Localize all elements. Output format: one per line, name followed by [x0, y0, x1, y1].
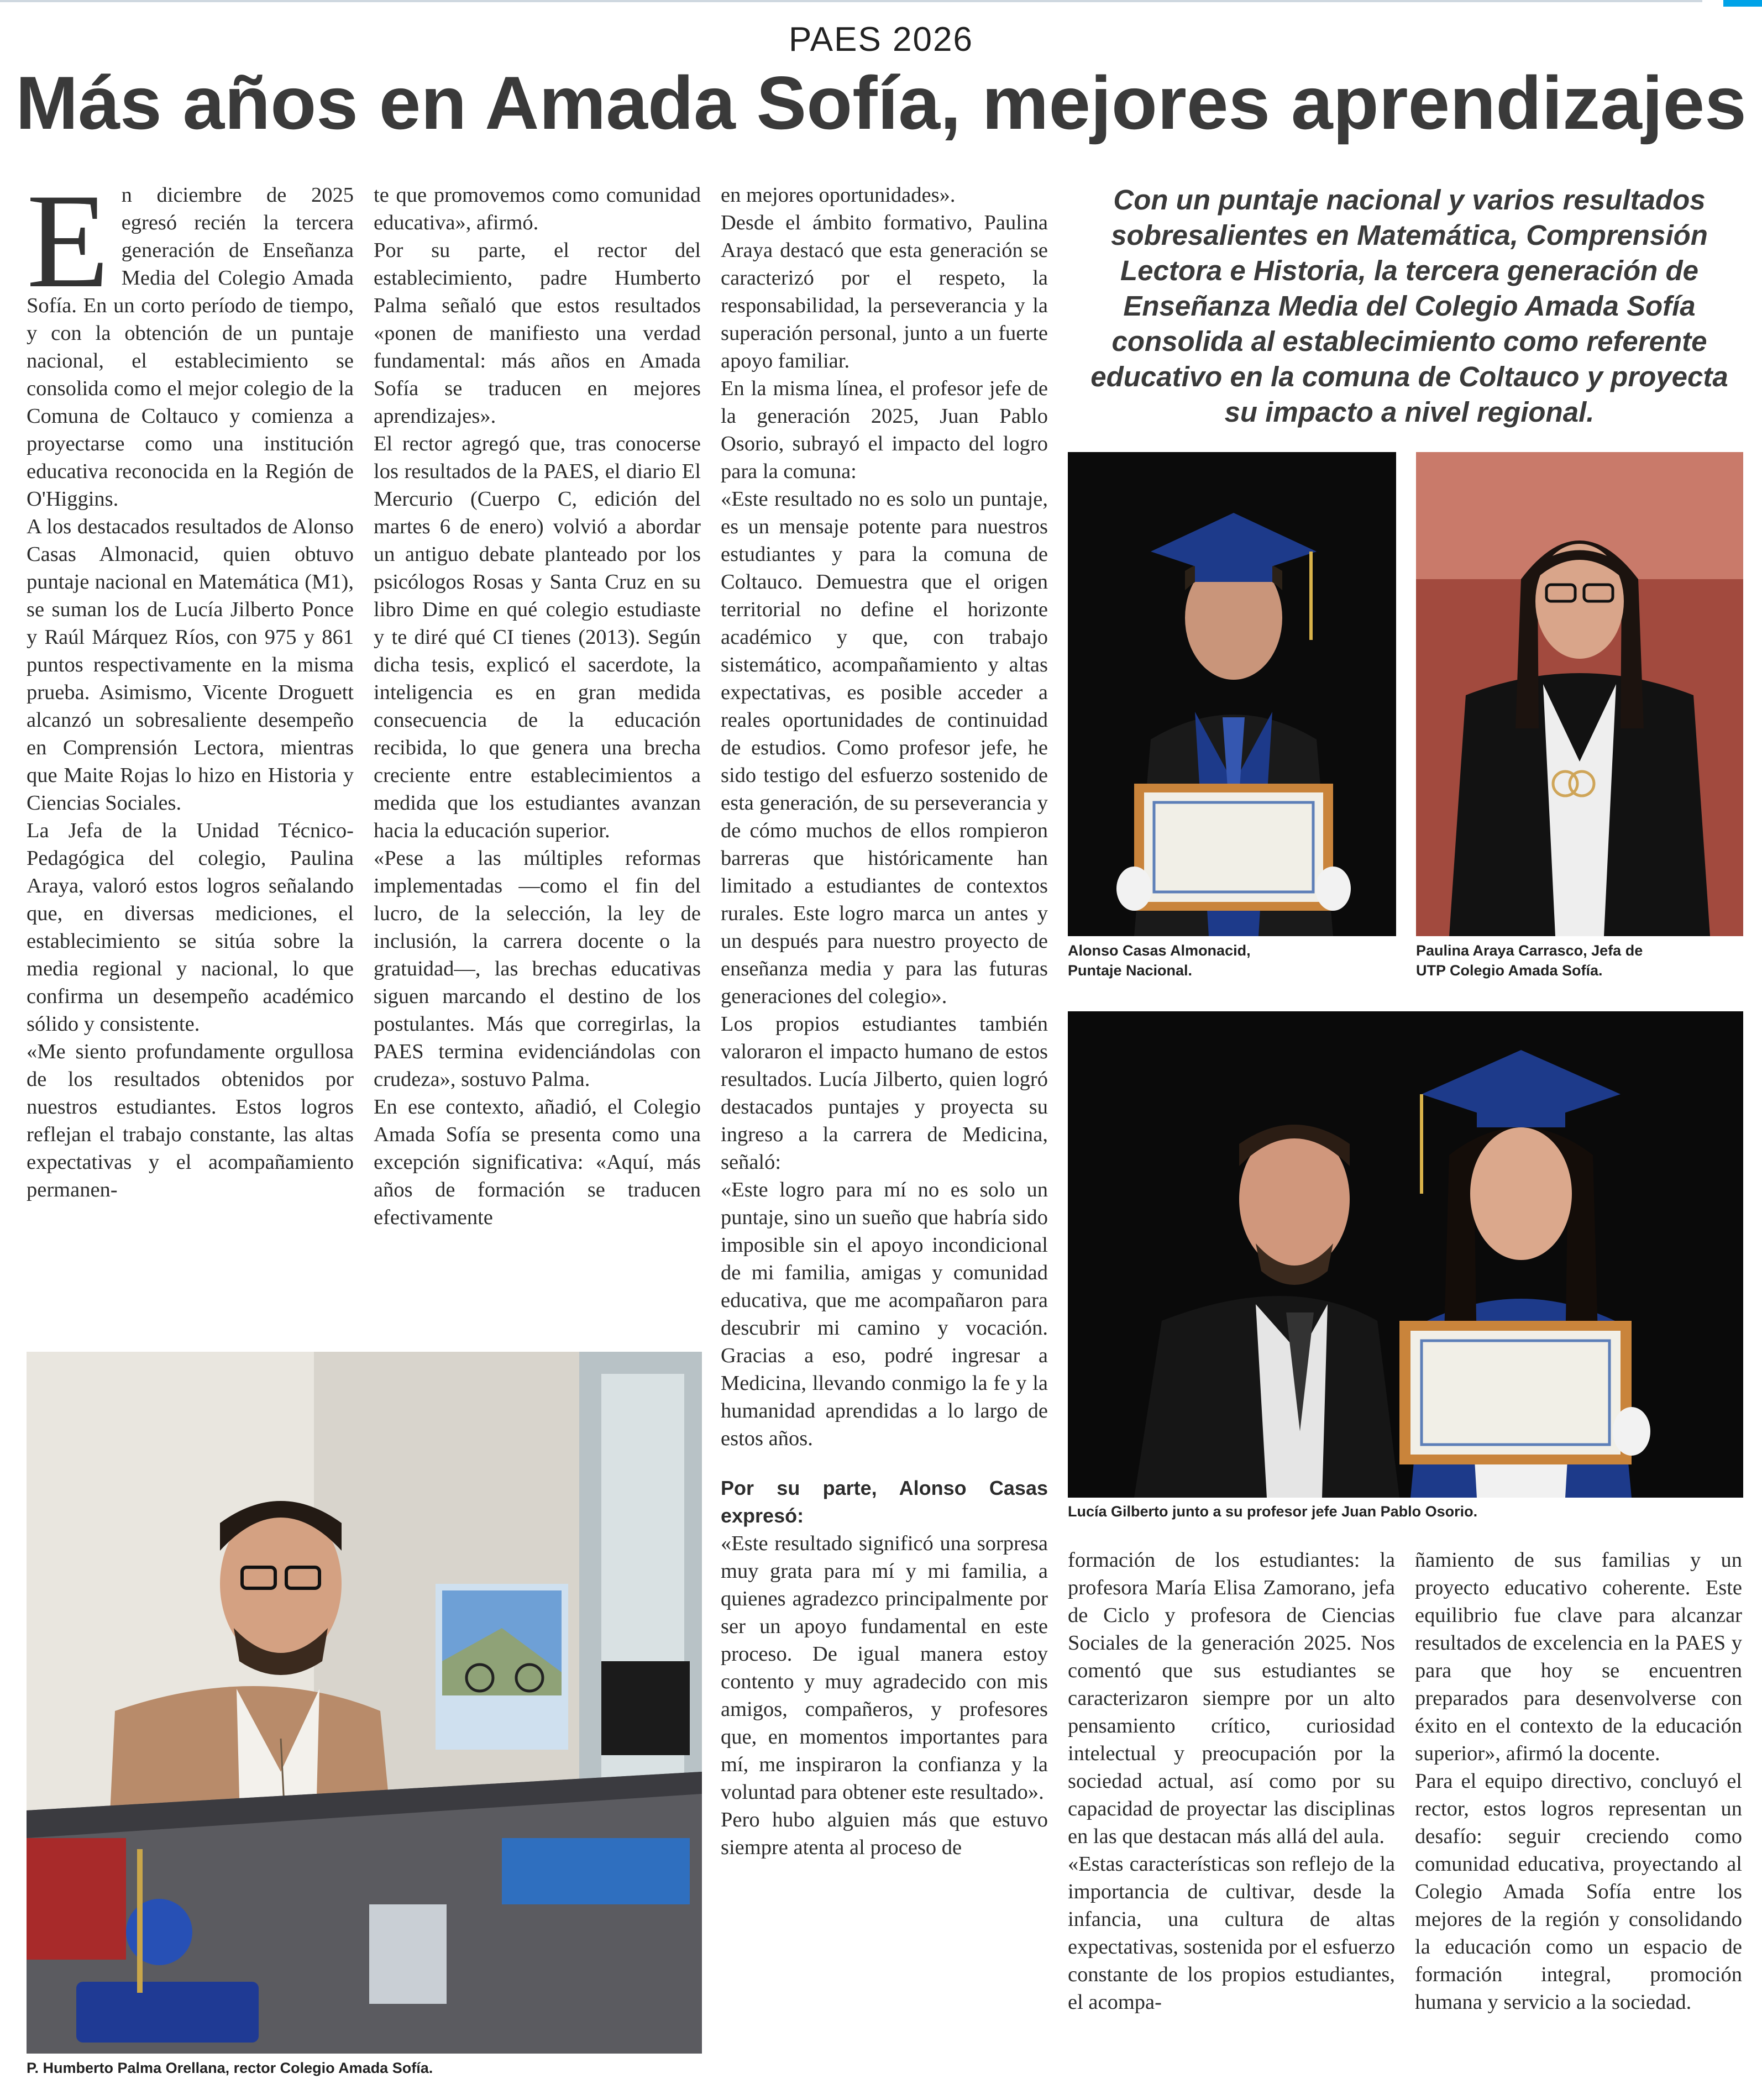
- paragraph: te que promovemos como comunidad educativa», afirmó.: [374, 183, 701, 234]
- caption-paulina: Paulina Araya Carrasco, Jefa de UTP Colegio Amada Sofía.: [1416, 942, 1643, 979]
- paragraph: ñamiento de sus familias y un proyecto educativo coherente. Este equilibrio fue clave para alcanzar resultados de excelencia en la PAES y para que hoy se encuentren preparados para desenvolverse con éxito en el contexto de la educación superior», afirmó la docente.: [1415, 1548, 1742, 1765]
- paragraph: Los propios estudiantes también valoraron el impacto humano de estos resultados. Lucía Jilberto, quien logró destacados puntajes y proyecta su ingreso a la carrera de Medicina, señaló:: [721, 1012, 1048, 1174]
- paragraph: «Este logro para mí no es solo un puntaje, sino un sueño que habría sido imposible sin el apoyo incondicional de mi familia, amigas y comunidad educativa, que me acompañaron para descubrir mi camino y vocación. Gracias a eso, podré ingresar a Medicina, llevando conmigo la fe y la humanidad aprendidas a lo largo de estos años.: [721, 1178, 1048, 1450]
- column-1: [27, 166, 354, 1325]
- paragraph: Pero hubo alguien más que estuvo siempre atenta al proceso de: [721, 1808, 1048, 1859]
- photo-alonso: [1068, 452, 1396, 936]
- column-3: [721, 181, 1048, 2082]
- paragraph: La Jefa de la Unidad Técnico-Pedagógica del colegio, Paulina Araya, valoró estos logros señalando que, en diversas mediciones, el establecimiento se sitúa sobre la media regional y nacional, lo que confirma un desempeño académico sólido y consistente.: [27, 819, 354, 1036]
- paragraph: formación de los estudiantes: la profesora María Elisa Zamorano, jefa de Ciclo y profesora de Ciencias Sociales de la generación 2025. Nos comentó que sus estudiantes se caracterizaron siempre por un alto pensamiento crítico, curiosidad intelectual y preocupación por la sociedad actual, así como por su capacidad de proyectar las disciplinas en las que destacan más allá del aula.: [1068, 1548, 1395, 1848]
- paragraph: Para el equipo directivo, concluyó el rector, estos logros representan un desafío: seguir creciendo como comunidad educativa, proyectando al Colegio Amada Sofía entre los mejores de la región y consolidando la educación como un espacio de formación integral, promoción humana y servicio a la sociedad.: [1415, 1770, 1742, 2014]
- paragraph: A los destacados resultados de Alonso Casas Almonacid, quien obtuvo puntaje nacional en Matemática (M1), se suman los de Lucía Jilberto Ponce y Raúl Márquez Ríos, con 975 y 861 puntos respectivamente en la misma prueba. Asimismo, Vicente Droguett alcanzó un sobresaliente desempeño en Comprensión Lectora, mientras que Maite Rojas lo hizo en Historia y Ciencias Sociales.: [27, 515, 354, 815]
- column-4: [1068, 1546, 1395, 2088]
- paragraph: Por su parte, el rector del establecimiento, padre Humberto Palma señaló que estos resultados «ponen de manifiesto una verdad fundamental: más años en Amada Sofía se traducen en mejores aprendizajes».: [374, 239, 701, 428]
- column-5: [1415, 1546, 1742, 2088]
- paragraph: En la misma línea, el profesor jefe de la generación 2025, Juan Pablo Osorio, subrayó el impacto del logro para la comuna:: [721, 377, 1048, 483]
- column-2: [374, 181, 701, 1325]
- photo-paulina: [1416, 452, 1743, 936]
- paragraph: en mejores oportunidades».: [721, 183, 956, 207]
- paragraph: «Este resultado significó una sorpresa muy grata para mí y mi familia, a quienes agradezco principalmente por ser un apoyo fundamental en este proceso. De igual manera estoy contento y muy agradecido con mis amigos, compañeros, y profesores que, en momentos importantes para mí, me inspiraron la confianza y la voluntad para obtener este resultado».: [721, 1532, 1048, 1804]
- section-kicker: PAES 2026: [789, 20, 973, 59]
- photo-lucia-profesor: [1068, 1011, 1743, 1498]
- paragraph: «Estas características son reflejo de la importancia de cultivar, desde la infancia, una cultura de altas expectativas, sostenida por el esfuerzo constante de los propios estudiantes, el acompa-: [1068, 1852, 1395, 2014]
- caption-lucia: Lucía Gilberto junto a su profesor jefe Juan Pablo Osorio.: [1068, 1503, 1478, 1520]
- paragraph: n diciembre de 2025 egresó recién la tercera generación de Enseñanza Media del Colegio Amada Sofía. En un corto período de tiempo, y con la obtención de un puntaje nacional, el establecimiento se consolida como el mejor colegio de la Comuna de Coltauco y comienza a proyectarse como una institución educativa reconocida en la Región de O'Higgins.: [27, 183, 354, 511]
- corner-accent: [1723, 0, 1762, 7]
- caption-rector: P. Humberto Palma Orellana, rector Colegio Amada Sofía.: [27, 2060, 433, 2076]
- paragraph: «Este resultado no es solo un puntaje, es un mensaje potente para nuestros estudiantes y para la comuna de Coltauco. Demuestra que el origen territorial no define el horizonte académico y que, con trabajo sistemático, acompañamiento y altas expectativas, es posible acceder a reales oportunidades de continuidad de estudios. Como profesor jefe, he sido testigo del esfuerzo sostenido de esta generación, de su perseverancia y de cómo muchos de ellos rompieron barreras que históricamente han limitado a estudiantes de contextos rurales. Este logro marca un antes y un después para nuestro proyecto de enseñanza media y para las futuras generaciones del colegio».: [721, 487, 1048, 1008]
- paragraph: Desde el ámbito formativo, Paulina Araya destacó que esta generación se caracterizó por el respeto, la responsabilidad, la perseverancia y la superación personal, junto a un fuerte apoyo familiar.: [721, 211, 1048, 372]
- paragraph: En ese contexto, añadió, el Colegio Amada Sofía se presenta como una excepción significativa: «Aquí, más años de formación se traducen efectivamente: [374, 1095, 701, 1229]
- caption-alonso: Alonso Casas Almonacid, Puntaje Nacional.: [1068, 942, 1251, 979]
- paragraph: El rector agregó que, tras conocerse los resultados de la PAES, el diario El Mercurio (Cuerpo C, edición del martes 6 de enero) volvió a abordar un antiguo debate planteado por los psicólogos Rosas y Santa Cruz en su libro Dime en qué colegio estudiaste y te diré qué CI tienes (2013). Según dicha tesis, explicó el sacerdote, la inteligencia es en gran medida consecuencia de la educación recibida, lo que genera una brecha creciente entre establecimientos a medida que los estudiantes avanzan hacia la educación superior.: [374, 432, 701, 842]
- paragraph: «Pese a las múltiples reformas implementadas —como el fin del lucro, de la selección, la ley de inclusión, la carrera docente o la gratuidad—, las brechas educativas siguen marcando el destino de los postulantes. Más que corregirlas, la PAES termina evidenciándolas con crudeza», sostuvo Palma.: [374, 847, 701, 1091]
- subheading: Por su parte, Alonso Casas expresó:: [721, 1477, 1048, 1527]
- paragraph: «Me siento profundamente orgullosa de los resultados obtenidos por nuestros estudiantes. Estos logros reflejan el trabajo constante, las altas expectativas y el acompañamiento permanen-: [27, 1040, 354, 1201]
- drop-cap: E: [27, 166, 109, 316]
- top-rule: [0, 0, 1702, 2]
- lead-summary: Con un puntaje nacional y varios resultados sobresalientes en Matemática, Comprensión Lectora e Historia, la tercera generación de Enseñanza Media del Colegio Amada Sofía consolida al establecimiento como referente educativo en la comuna de Coltauco y proyecta su impacto a nivel regional.: [1090, 184, 1728, 428]
- photo-rector: [27, 1352, 702, 2054]
- headline: Más años en Amada Sofía, mejores aprendizajes: [15, 61, 1747, 145]
